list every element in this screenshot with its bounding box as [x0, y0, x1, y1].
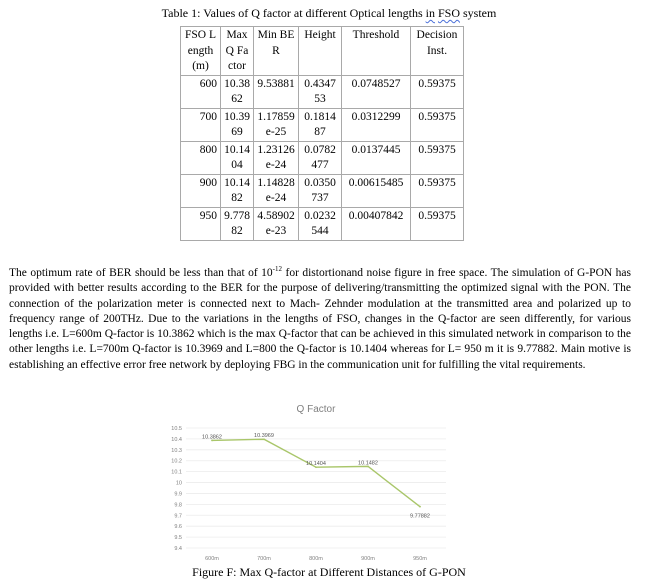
- cell-max-q: 9.77882: [221, 207, 254, 240]
- table-caption-suffix: system: [459, 6, 497, 20]
- figure-caption: Figure F: Max Q-factor at Different Distances of G-PON: [192, 565, 466, 579]
- data-point: [419, 506, 421, 508]
- data-label: 10.1482: [358, 460, 378, 467]
- q-factor-chart-svg: [164, 394, 454, 570]
- x-tick-label: 600m: [205, 556, 219, 562]
- x-tick-label: 800m: [309, 556, 323, 562]
- y-tick-label: 9.8: [174, 502, 182, 509]
- table-row: [181, 174, 464, 207]
- y-tick-label: 10.5: [171, 426, 182, 432]
- header-min-ber: Min BER: [254, 27, 299, 76]
- data-label: 10.3969: [254, 433, 274, 440]
- y-tick-label: 9.9: [174, 491, 182, 498]
- cell-height: 0.0232544: [299, 207, 342, 240]
- y-tick-label: 9.7: [174, 513, 182, 520]
- cell-length: 600: [181, 75, 221, 108]
- cell-min-ber: 4.58902e-23: [254, 207, 299, 240]
- cell-threshold: 0.00615485: [342, 174, 411, 207]
- table-row: [181, 75, 464, 108]
- header-max-q-factor: Max Q Factor: [221, 27, 254, 76]
- table-caption-fso: FSO: [437, 6, 460, 20]
- table-caption-in: in: [425, 6, 435, 20]
- y-tick-label: 9.6: [174, 524, 182, 531]
- cell-min-ber: 1.17859e-25: [254, 108, 299, 141]
- paragraph-part1: The optimum rate of BER should be less than that of 10: [9, 267, 273, 279]
- cell-height: 0.181487: [299, 108, 342, 141]
- data-label: 10.1404: [306, 461, 326, 468]
- paragraph-part2: for distortionand noise figure in free space. The simulation of G-PON has provided with better results according to the BER for the purpose of delivering/transmitting the optimized signal with the PON. The connection of the polarization meter is connected next to Mach- Zehnder modulation at the transmitted area and polarized up to frequency range of 200THz. Due to the variations in the lengths of FSO, changes in the Q-factor are seen differently, for various lengths i.e. L=600m Q-factor is 10.3862 which is the max Q-factor that can be achieved in this simulated network in comparison to the other lengths i.e. L=700m Q-factor is 10.3969 and L=800 the Q-factor is 10.1404 whereas for L= 950 m it is 9.77882. Main motive is establishing an effective error free network by deploying FBG in the communication unit for fulfilling the vital requirements.: [9, 267, 631, 371]
- cell-max-q: 10.3862: [221, 75, 254, 108]
- y-tick-label: 10.4: [171, 436, 182, 443]
- table-row: [181, 108, 464, 141]
- cell-min-ber: 1.23126e-24: [254, 141, 299, 174]
- cell-height: 0.0782477: [299, 141, 342, 174]
- data-label: 10.3862: [202, 434, 222, 441]
- q-factor-chart: [164, 394, 454, 570]
- chart-title: Q Factor: [296, 404, 336, 415]
- cell-threshold: 0.0748527: [342, 75, 411, 108]
- table-caption-prefix: Table 1: Values of Q factor at different Optical lengths: [161, 6, 426, 20]
- cell-length: 900: [181, 174, 221, 207]
- y-tick-label: 10.2: [171, 458, 182, 465]
- cell-decision-inst: 0.59375: [411, 75, 464, 108]
- header-decision-inst: Decision Inst.: [411, 27, 464, 76]
- q-factor-table: [180, 26, 464, 241]
- y-tick-label: 9.4: [174, 546, 182, 552]
- table-header-row: [181, 27, 464, 76]
- cell-threshold: 0.0312299: [342, 108, 411, 141]
- cell-length: 700: [181, 108, 221, 141]
- series-line: [212, 439, 420, 506]
- x-tick-label: 950m: [413, 556, 427, 562]
- body-paragraph: [9, 266, 631, 373]
- y-tick-label: 10.1: [171, 469, 182, 476]
- cell-threshold: 0.00407842: [342, 207, 411, 240]
- header-height: Height: [299, 27, 342, 76]
- cell-height: 0.434753: [299, 75, 342, 108]
- cell-length: 800: [181, 141, 221, 174]
- cell-decision-inst: 0.59375: [411, 141, 464, 174]
- x-tick-label: 900m: [361, 556, 375, 562]
- cell-min-ber: 9.53881: [254, 75, 299, 108]
- cell-max-q: 10.3969: [221, 108, 254, 141]
- cell-decision-inst: 0.59375: [411, 108, 464, 141]
- cell-max-q: 10.1404: [221, 141, 254, 174]
- header-threshold: Threshold: [342, 27, 411, 76]
- x-tick-label: 700m: [257, 556, 271, 562]
- y-tick-label: 9.5: [174, 535, 182, 542]
- y-tick-label: 10: [175, 480, 182, 487]
- y-tick-label: 10.3: [171, 447, 182, 454]
- cell-decision-inst: 0.59375: [411, 174, 464, 207]
- cell-max-q: 10.1482: [221, 174, 254, 207]
- cell-threshold: 0.0137445: [342, 141, 411, 174]
- data-label: 9.77882: [410, 513, 430, 520]
- table-caption: [0, 6, 658, 20]
- exponent: -12: [272, 265, 283, 274]
- table-row: [181, 207, 464, 240]
- cell-length: 950: [181, 207, 221, 240]
- cell-min-ber: 1.14828e-24: [254, 174, 299, 207]
- cell-decision-inst: 0.59375: [411, 207, 464, 240]
- header-fso-length: FSO Length(m): [181, 27, 221, 76]
- table-row: [181, 141, 464, 174]
- cell-height: 0.0350737: [299, 174, 342, 207]
